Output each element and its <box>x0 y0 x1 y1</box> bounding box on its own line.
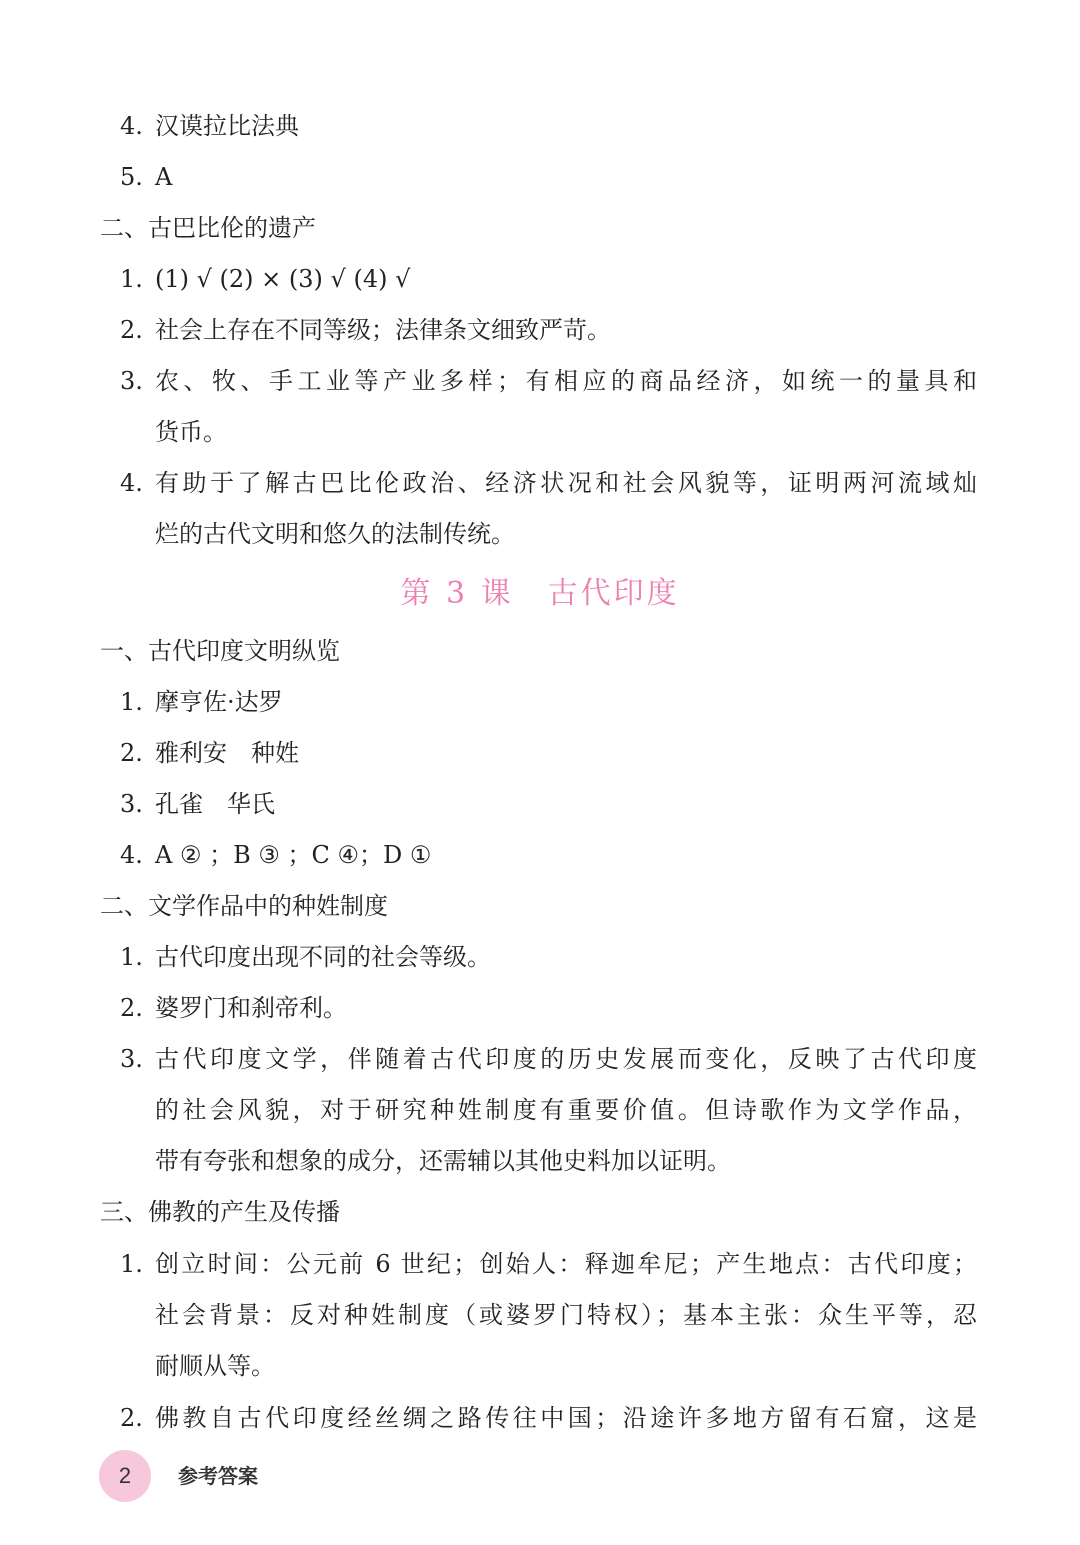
item-number: 4. <box>120 841 143 869</box>
item-text: 耐顺从等。 <box>155 1352 275 1380</box>
item-text: 社会背景：反对种姓制度（或婆罗门特权）；基本主张：众生平等，忍 <box>155 1301 977 1329</box>
item-number: 1. <box>120 265 143 293</box>
item-text: 婆罗门和刹帝利。 <box>155 994 347 1022</box>
lesson-title <box>0 574 1080 614</box>
lesson-number: 第 3 课 <box>400 576 514 611</box>
item-number: 2. <box>120 316 143 344</box>
item-text: 带有夸张和想象的成分，还需辅以其他史料加以证明。 <box>155 1147 731 1175</box>
item-text: 雅利安 种姓 <box>155 739 299 767</box>
item-text: 的社会风貌，对于研究种姓制度有重要价值。但诗歌作为文学作品， <box>155 1096 977 1124</box>
lesson-name: 古代印度 <box>547 576 680 611</box>
item-text: 有助于了解古巴比伦政治、经济状况和社会风貌等，证明两河流域灿 <box>155 469 977 497</box>
page-number: 2 <box>118 1463 132 1488</box>
page-number-badge <box>99 1450 151 1502</box>
section-heading: 三、佛教的产生及传播 <box>100 1198 340 1226</box>
item-text: 社会上存在不同等级；法律条文细致严苛。 <box>155 316 611 344</box>
item-number: 2. <box>120 994 143 1022</box>
item-number: 1. <box>120 688 143 716</box>
item-number: 3. <box>120 790 143 818</box>
section-heading: 二、古巴比伦的遗产 <box>100 214 316 242</box>
item-number: 1. <box>120 1250 143 1278</box>
item-text: 佛教自古代印度经丝绸之路传往中国；沿途许多地方留有石窟，这是 <box>155 1404 977 1432</box>
section-heading: 二、文学作品中的种姓制度 <box>100 892 388 920</box>
item-text: 货币。 <box>155 418 227 446</box>
item-text: 古代印度出现不同的社会等级。 <box>155 943 491 971</box>
item-text: 孔雀 华氏 <box>155 790 275 818</box>
item-number: 1. <box>120 943 143 971</box>
item-number: 3. <box>120 1045 143 1073</box>
item-number: 4. <box>120 112 143 140</box>
item-number: 2. <box>120 1404 143 1432</box>
item-text: A ② ；B ③ ；C ④；D ① <box>155 841 432 869</box>
item-number: 5. <box>120 163 143 191</box>
item-number: 2. <box>120 739 143 767</box>
item-text: 摩亨佐·达罗 <box>155 688 283 716</box>
item-number: 3. <box>120 367 143 395</box>
item-text: 农、牧、手工业等产业多样；有相应的商品经济，如统一的量具和 <box>155 367 977 395</box>
item-number: 4. <box>120 469 143 497</box>
item-text: A <box>155 163 173 191</box>
item-text: (1) √ (2) × (3) √ (4) √ <box>155 265 411 293</box>
item-text: 古代印度文学，伴随着古代印度的历史发展而变化，反映了古代印度 <box>155 1045 977 1073</box>
item-text: 汉谟拉比法典 <box>155 112 299 140</box>
item-text: 烂的古代文明和悠久的法制传统。 <box>155 520 515 548</box>
footer-label: 参考答案 <box>178 1464 258 1488</box>
section-heading: 一、古代印度文明纵览 <box>100 637 340 665</box>
item-text: 创立时间：公元前 6 世纪；创始人：释迦牟尼；产生地点：古代印度； <box>155 1250 977 1278</box>
